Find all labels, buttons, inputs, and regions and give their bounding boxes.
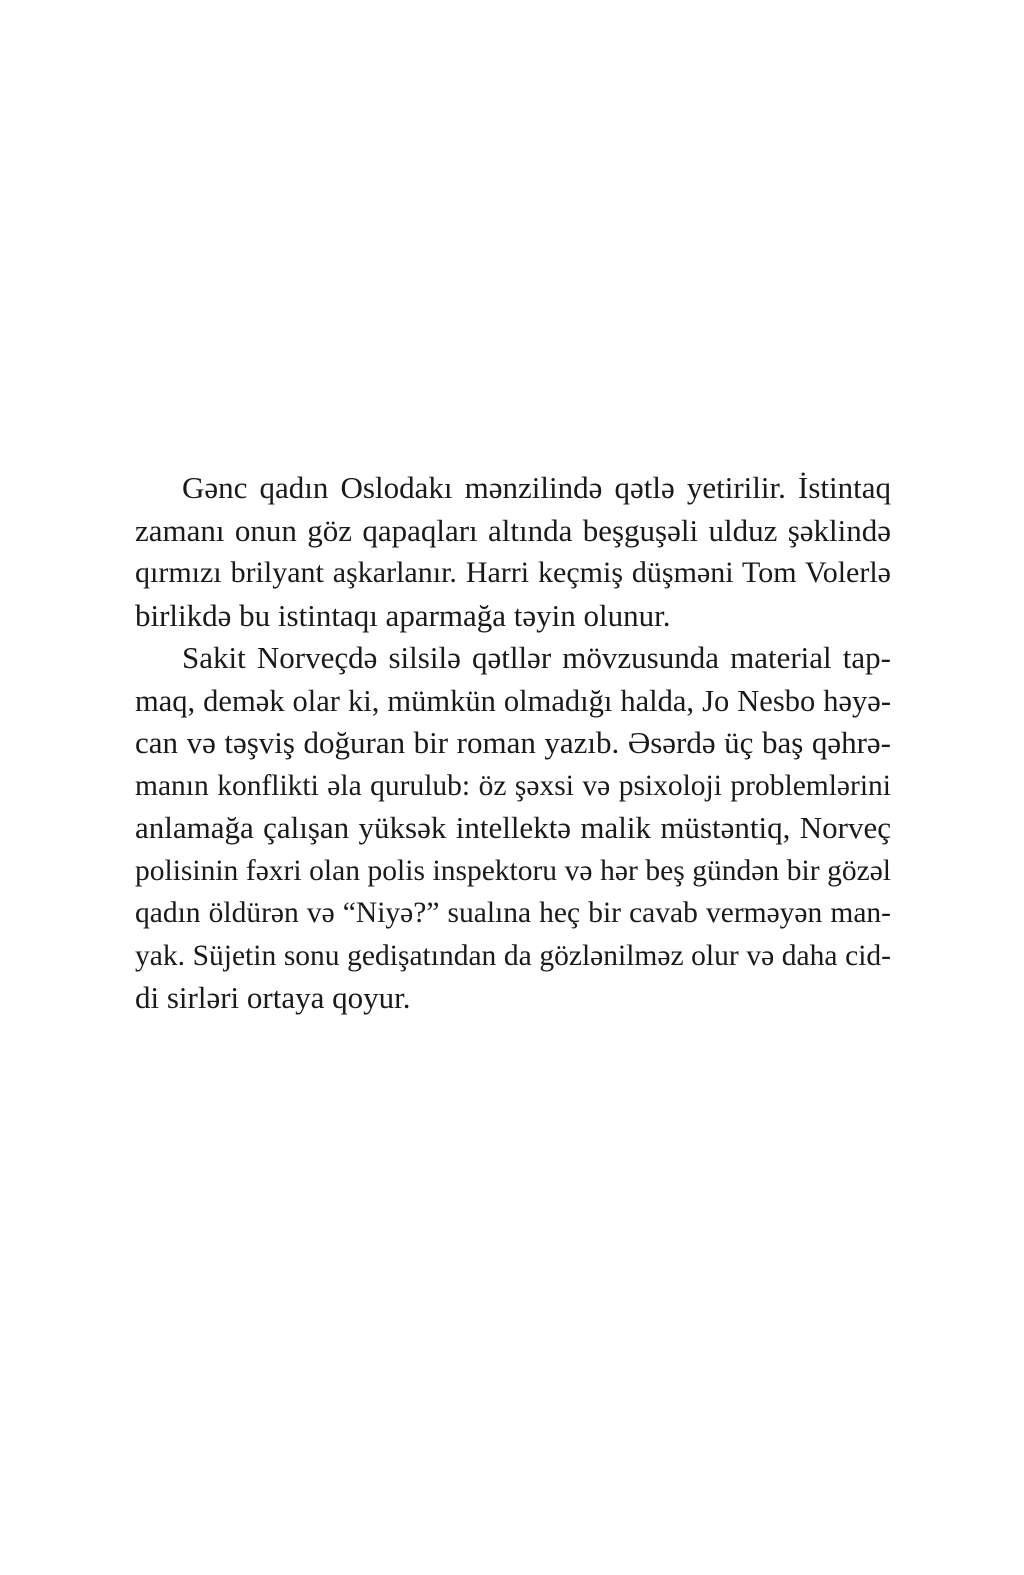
text-line: can və təşviş doğuran bir roman yazıb. Əsərdə üç baş qəhrə- — [135, 725, 891, 760]
text-line: manın konflikti əla qurulub: öz şəxsi və psixoloji problemlərini — [135, 769, 891, 802]
text-line: zamanı onun göz qapaqları altında beşguşəli ulduz şəklində — [135, 512, 891, 548]
text-line: qırmızı brilyant aşkarlanır. Harri keçmiş düşməni Tom Volerlə — [135, 556, 891, 589]
text-line: maq, demək olar ki, mümkün olmadığı halda, Jo Nesbo həyə- — [135, 683, 891, 718]
text-line: birlikdə bu istintaqı aparmağa təyin olunur. — [135, 597, 671, 633]
text-line: qadın öldürən və “Niyə?” sualına heç bir cavab verməyən man- — [135, 897, 891, 929]
body-text — [135, 467, 891, 1020]
text-line: polisinin fəxri olan polis inspektoru və hər beş gündən bir gözəl — [135, 854, 891, 887]
text-line: yak. Süjetin sonu gedişatından da gözlənilməz olur və daha cid- — [135, 939, 891, 972]
text-line: Sakit Norveçdə silsilə qətllər mövzusunda material tap- — [182, 640, 891, 675]
paragraph-1 — [135, 467, 891, 637]
text-line: anlamağa çalışan yüksək intellektə malik müstəntiq, Norveç — [135, 810, 891, 845]
text-line: di sirləri ortaya qoyur. — [135, 980, 411, 1015]
paragraph-2 — [135, 637, 891, 1020]
text-line: Gənc qadın Oslodakı mənzilində qətlə yetirilir. İstintaq — [182, 470, 891, 505]
